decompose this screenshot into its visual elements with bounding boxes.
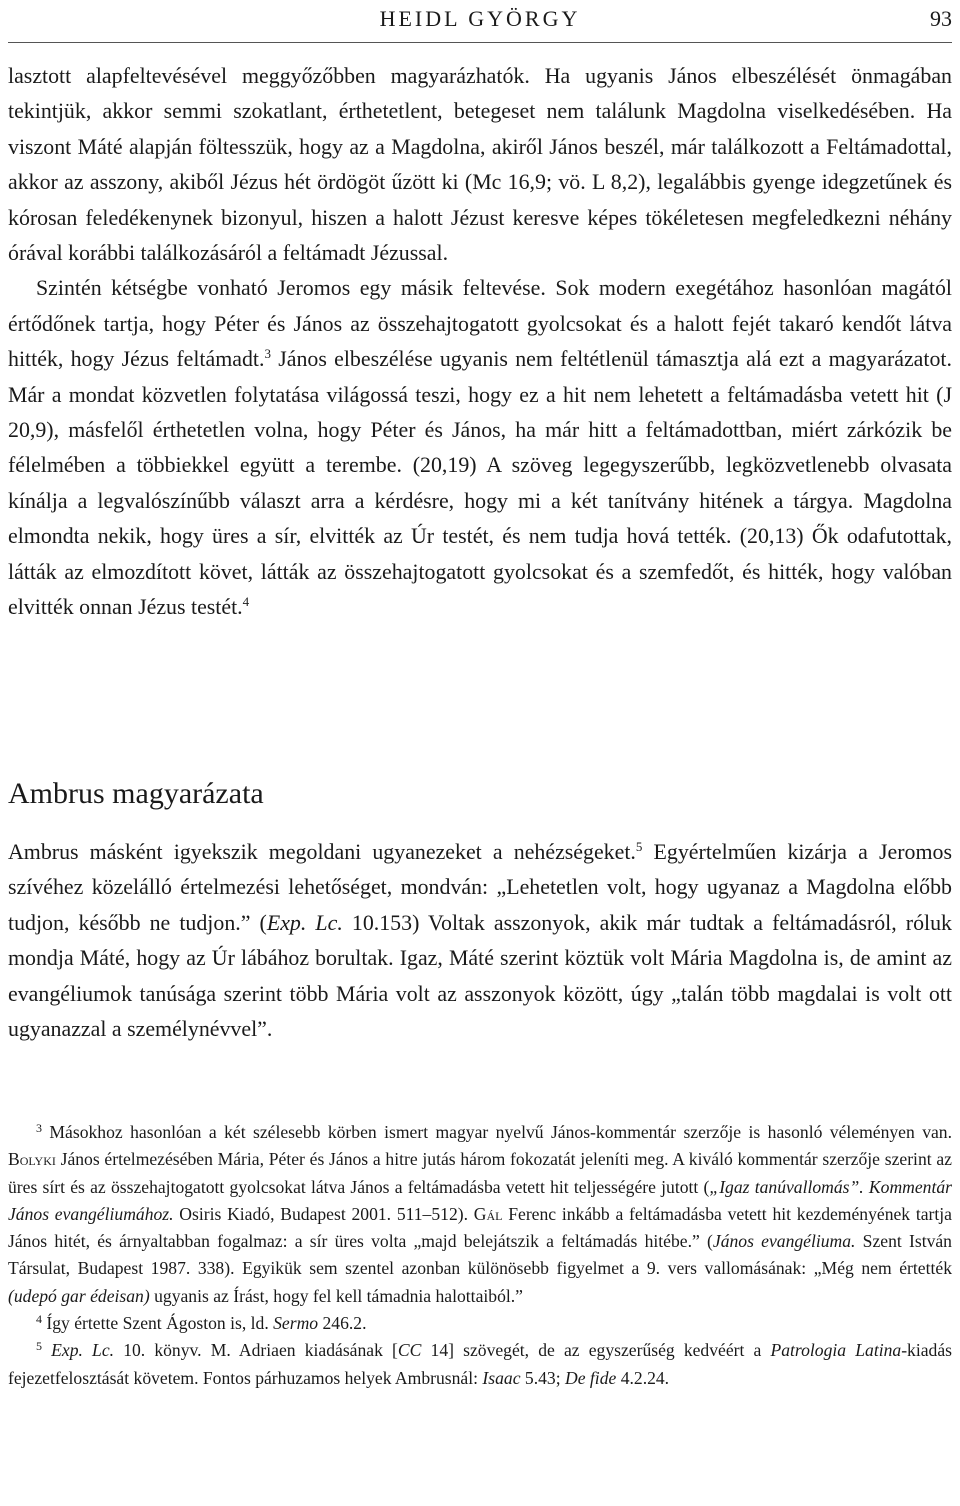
paragraph-text: lasztott alapfeltevésével meggyőzőbben magyarázhatók. Ha ugyanis János elbeszélését önmagában tekintjük, akkor semmi szokatlant, érthetetlent, betegeset nem találunk Magdolna viselkedésében. Ha viszont Máté alapján föltesszük, hogy az a Magdolna, akiről János beszél, már találkozott a Feltámadottal, akkor az asszony, akiből Jézus hét ördögöt űzött ki (Mc 16,9; vö. L 8,2), legalábbis gyenge idegzetűnek és kórosan feledékenynek bizonyul, hiszen a halott Jézust keresve képes tökéletesen megfeledkezni néhány órával korábbi találkozásáról a feltámadt Jézussal. — [8, 63, 952, 266]
footnote-text: Ferenc inkább a feltámadásba vetett hit kezdeményének tartja János hitét, és árnyaltabban fogalmaz: a sír üres volta „majd belejátszik a feltámadás hitébe.” ( — [8, 1203, 952, 1252]
book-page — [8, 0, 952, 1506]
book-title: János evangéliuma. — [712, 1231, 856, 1252]
greek-quote: (udepó gar édeisan) — [8, 1285, 150, 1306]
author-name: Bolyki — [8, 1149, 56, 1170]
header-rule — [8, 42, 952, 43]
author-name: Gál — [473, 1203, 503, 1224]
work-title: Sermo — [273, 1313, 319, 1334]
footnote-number: 5 — [36, 1339, 42, 1354]
section-heading: Ambrus magyarázata — [8, 777, 264, 810]
footnote-text: Másokhoz hasonlóan a két szélesebb körben ismert magyar nyelvű János-kommentár szerzője is hasonló véleményen van. — [42, 1122, 952, 1142]
footnote-text: Osiris Kiadó, Budapest 2001. 511–512). — [173, 1203, 474, 1224]
footnote-text: 5.43; — [520, 1367, 565, 1388]
footnote-5 — [8, 1337, 952, 1392]
page-header — [8, 2, 952, 40]
main-text — [8, 58, 952, 625]
book-title: „Igaz tanúvallomás”. Kommentár János evangéliumához. — [8, 1176, 953, 1224]
footnote-text: 14] szövegét, de az egyszerűség kedvéért a — [421, 1340, 771, 1361]
footnotes — [8, 1119, 952, 1392]
paragraph-text: Ambrus másként igyekszik megoldani ugyanezeket a nehézségeket. — [8, 839, 636, 864]
paragraph — [8, 58, 952, 270]
series-title: Patrologia Latina — [770, 1340, 902, 1361]
section-text — [8, 834, 952, 1046]
footnote-number: 4 — [36, 1312, 42, 1327]
footnote-4 — [8, 1310, 952, 1337]
footnote-text: 10. könyv. M. Adriaen kiadásának [ — [114, 1340, 398, 1361]
footnote-reference[interactable]: 5 — [635, 839, 643, 854]
footnote-3 — [8, 1119, 952, 1310]
footnote-text: 246.2. — [318, 1313, 367, 1334]
footnote-text: 4.2.24. — [616, 1367, 670, 1388]
paragraph — [8, 834, 952, 1046]
work-title: Isaac — [482, 1367, 521, 1388]
footnote-text: Így értette Szent Ágoston is, ld. — [42, 1313, 274, 1334]
footnote-reference[interactable]: 3 — [264, 346, 271, 362]
paragraph-text: Egyértelműen kizárja a Jeromos szívéhez közelálló értelmezési lehetőséget, mondván: „Lehetetlen volt, hogy ugyanaz a Magdolna előbb tudjon, később ne tudjon.” ( — [8, 839, 952, 935]
footnote-reference[interactable]: 4 — [242, 594, 250, 610]
paragraph-text: János elbeszélése ugyanis nem feltétlenül támasztja alá ezt a magyarázatot. Már a mondat közvetlen folytatása világossá teszi, hogy ez a hit nem lehetett a feltámadásba vetett hit (J 20,9), másfelől érthetetlen volna, hogy Péter és János, ha már hitt a feltámadottban, miért zárkózik be félelmében a többiekkel együtt a terembe. (20,19) A szöveg legegyszerűbb, legközvetlenebb olvasata kínálja a legvalószínűbb választ arra a kérdésre, hogy mi a két tanítvány hitének a tárgya. Magdolna elmondta nekik, hogy üres a sír, elvitték az Úr testét, és nem tudja hová tették. (20,13) Ők odafutottak, látták az elmozdított követ, látták az összehajtogatott gyolcsokat és a szemfedőt, és hitték, hogy valóban elvitték onnan Jézus testét. — [8, 346, 952, 620]
work-title: Exp. Lc. — [51, 1340, 115, 1361]
footnote-number: 3 — [36, 1121, 42, 1135]
paragraph-text: Szintén kétségbe vonható Jeromos egy másik feltevése. Sok modern exegétához hasonlóan magától értődőnek tartja, hogy Péter és János az összehajtogatott gyolcsokat és a halott fejét takaró kendőt látva hitték, hogy Jézus feltámadt. — [8, 275, 952, 372]
page-number: 93 — [930, 6, 952, 31]
footnote-text: -kiadás fejezetfelosztását követem. Fontos párhuzamos helyek Ambrusnál: — [8, 1340, 952, 1388]
citation-work: Exp. Lc. — [266, 909, 343, 935]
work-title: De fide — [565, 1367, 617, 1388]
footnote-text: Szent István Társulat, Budapest 1987. 338). Egyikük sem szentel azonban különösebb figyelmet a 9. vers vallomásának: „Még nem értették — [8, 1231, 952, 1279]
footnote-text: ugyanis az Írást, hogy fel kell támadnia halottaiból.” — [149, 1285, 523, 1306]
footnote-text: János értelmezésében Mária, Péter és János a hitre jutás három fokozatát jeleníti meg. A kiváló kommentár szerzője szerint az üres sírt és az összehajtogatott gyolcsokat látva János a feltámadásba vetett hit teljességére jutott ( — [8, 1149, 952, 1197]
paragraph-text: 10.153) Voltak asszonyok, akik már tudtak a feltámadásról, róluk mondja Máté, hogy az Úr lábához borultak. Igaz, Máté szerint köztük volt Mária Magdolna is, de amint az evangéliumok tanúsága szerint több Mária volt az asszonyok között, úgy „talán több magdalai is volt ott ugyanazzal a személynévvel”. — [8, 909, 952, 1042]
running-head: HEIDL GYÖRGY — [379, 6, 581, 31]
series-abbreviation: CC — [397, 1340, 422, 1361]
paragraph — [8, 270, 952, 624]
